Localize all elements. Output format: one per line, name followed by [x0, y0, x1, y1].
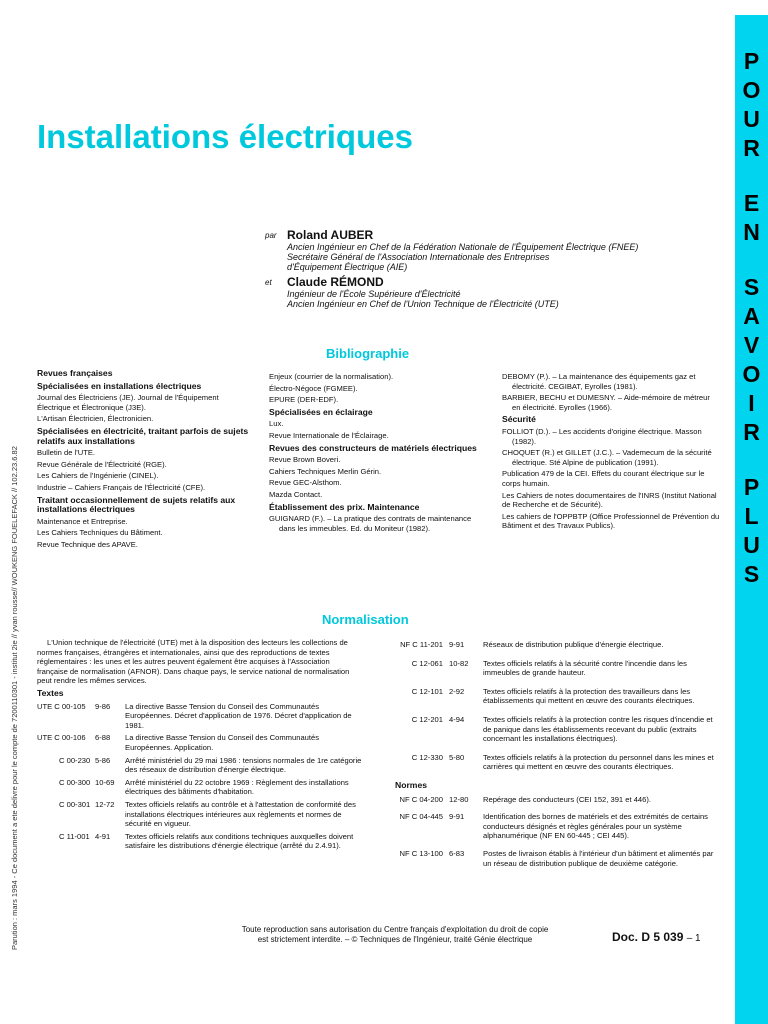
texte-text: Réseaux de distribution publique d'énergie électrique.	[483, 640, 664, 649]
texte-code: NF C 11-201	[400, 640, 443, 649]
bib-subheading: Spécialisées en électricité, traitant parfois de sujets relatifs aux installations	[37, 425, 249, 446]
sidebar-gap	[735, 163, 768, 189]
texte-date: 2-92	[449, 686, 465, 696]
bib-subheading: Spécialisées en éclairage	[269, 406, 373, 417]
bib-entry: Revue Technique des APAVE.	[37, 539, 138, 549]
bib-subheading: Sécurité	[502, 414, 536, 425]
texte-code: C 00-301	[59, 799, 91, 809]
normalisation-intro: L'Union technique de l'électricité (UTE) met à la disposition des lecteurs les collections de normes françaises, étrangères et internationales, ainsi que des reproductions de textes réglementaires : les unes et les autres peuvent également être acquises à l'Association française de normalisation (AFNOR). Dans chaque pays, le service national de normalisation peut rendre les mêmes services.	[37, 638, 350, 686]
bib-entry: EPURE (DER-EDF).	[269, 395, 339, 405]
texte-row	[37, 800, 362, 829]
bib-entry: Revue Internationale de l'Éclairage.	[269, 430, 389, 440]
norme-code: NF C 04-445	[399, 812, 443, 822]
norme-date: 12-80	[449, 794, 469, 804]
sidebar-letter: I	[748, 390, 755, 416]
texte-date: 10-69	[95, 777, 115, 787]
texte-text: Arrêté ministériel du 22 octobre 1969 : Règlement des installations électriques des bâtiments d'habitation.	[125, 777, 349, 797]
texte-text: Arrêté ministériel du 29 mai 1986 : tensions normales de 1re catégorie des réseaux de distribution d'énergie électrique.	[125, 755, 362, 775]
bibliographie-heading: Bibliographie	[326, 346, 410, 361]
sidebar-letter: S	[743, 561, 760, 587]
texte-row	[395, 687, 720, 706]
bib-entry: BARBIER, BECHU et DUMESNY. – Aide-mémoire de métreur en électricité. Eyrolles (1966).	[502, 393, 710, 412]
texte-date: 9-91	[449, 640, 465, 649]
texte-code: UTE C 00-105	[37, 701, 86, 711]
texte-text: Textes officiels relatifs aux conditions techniques auxquelles doivent satisfaire les distributions d'énergie électrique (arrêté du 2.4.91).	[125, 831, 354, 851]
texte-code: C 11-001	[59, 831, 90, 841]
bib-entry: Les Cahiers de l'Ingénierie (CINEL).	[37, 471, 159, 481]
bib-subheading: Spécialisées en installations électriques	[37, 380, 202, 391]
sidebar-letter: R	[743, 419, 760, 445]
textes-heading: Textes	[37, 687, 64, 698]
sidebar-letter: L	[744, 503, 759, 529]
sidebar-letter: U	[743, 106, 760, 132]
bibliographie-column-2	[269, 370, 485, 535]
sidebar-letter: E	[743, 190, 760, 216]
texte-date: 6-88	[95, 733, 111, 743]
bib-entry: Lux.	[269, 419, 284, 429]
bib-entry: Les cahiers de l'OPPBTP (Office Professionnel de Prévention du Bâtiment et des Travaux Publics).	[502, 511, 720, 531]
bib-entry: Les Cahiers Techniques du Bâtiment.	[37, 528, 163, 538]
sidebar-gap	[735, 247, 768, 273]
texte-row	[37, 778, 362, 797]
author-name: Roland AUBER	[287, 228, 374, 242]
texte-row	[395, 640, 720, 650]
author-affiliation: d'Équipement Électrique (AIE)	[287, 262, 408, 272]
texte-code: C 12-061	[411, 658, 443, 668]
sidebar-letter: S	[743, 274, 760, 300]
author-affiliation: Ancien Ingénieur en Chef de la Fédération Nationale de l'Équipement Électrique (FNEE)	[287, 242, 639, 252]
doc-code: Doc. D 5 039	[612, 930, 684, 944]
bib-entry: Revue GEC-Alsthom.	[269, 478, 342, 488]
normes-heading: Normes	[395, 779, 427, 790]
bib-entry: L'Artisan Électricien, Électronicien.	[37, 414, 154, 424]
bib-subheading: Traitant occasionnellement de sujets relatifs aux installations électriques	[37, 494, 236, 515]
bib-entry: CHOQUET (R.) et GILLET (J.C.). – Vademecum de la sécurité électrique. Sté Alpine de publication (1991).	[502, 448, 712, 467]
sidebar-letter: R	[743, 135, 760, 161]
bib-entry: Bulletin de l'UTE.	[37, 448, 96, 458]
bib-entry: FOLLIOT (D.). – Les accidents d'origine électrique. Masson (1982).	[502, 426, 702, 446]
texte-text: Textes officiels relatifs à la protection des travailleurs dans les établissements qui mettent en œuvre des courants électriques.	[483, 686, 695, 706]
norme-code: NF C 13-100	[399, 848, 443, 858]
texte-row	[37, 756, 362, 775]
author-prefix: et	[265, 278, 272, 287]
texte-row	[395, 715, 720, 744]
bib-entry: Publication 479 de la CEI. Effets du courant électrique sur le corps humain.	[502, 469, 705, 488]
bib-entry: DEBOMY (P.). – La maintenance des équipements gaz et électricité. CEGIBAT, Eyrolles (1981).	[502, 372, 696, 391]
bib-entry: Maintenance et Entreprise.	[37, 516, 128, 526]
sidebar-letter: O	[742, 77, 761, 103]
sidebar-letter: A	[743, 303, 760, 329]
texte-code: C 12-101	[411, 686, 443, 696]
normalisation-column-1	[37, 636, 362, 854]
bib-entry: Cahiers Techniques Merlin Gérin.	[269, 466, 382, 476]
norme-date: 6-83	[449, 848, 465, 858]
texte-code: C 00-300	[59, 777, 91, 787]
normalisation-column-2	[395, 636, 720, 876]
page-title: Installations électriques	[37, 118, 413, 155]
bib-subheading: Établissement des prix. Maintenance	[269, 501, 420, 512]
texte-date: 5-80	[449, 752, 465, 762]
norme-row	[395, 795, 720, 805]
bib-entry: Revue Brown Boveri.	[269, 455, 341, 465]
texte-text: Textes officiels relatifs au contrôle et à l'attestation de conformité des installations électriques intérieures aux règlements et normes de sécurité en vigueur.	[125, 799, 356, 829]
bib-entry: Industrie – Cahiers Français de l'Électricité (CFE).	[37, 482, 206, 492]
norme-text: Identification des bornes de matériels et des extrémités de certains conducteurs désignés et règles générales pour un système alphanumérique (NF EN 60-445 ; CEI 445).	[483, 812, 708, 841]
bib-subheading: Revues des constructeurs de matériels électriques	[269, 442, 477, 453]
sidebar-letter: V	[743, 332, 760, 358]
texte-row	[37, 733, 362, 752]
normalisation-heading: Normalisation	[322, 612, 409, 627]
sidebar-gap	[735, 447, 768, 473]
norme-text: Postes de livraison établis à l'intérieur d'un bâtiment et alimentés par un réseau de distribution publique de deuxième catégorie.	[483, 848, 714, 868]
norme-row	[395, 812, 720, 841]
author-affiliation: Ancien Ingénieur en Chef de l'Union Technique de l'Électricité (UTE)	[287, 299, 559, 309]
texte-code: C 12-201	[411, 714, 443, 724]
texte-row	[395, 753, 720, 772]
texte-text: Textes officiels relatifs à la protection contre les risques d'incendie et de panique dans les établissements recevant du public (extraits concernant les installations électriques).	[483, 714, 713, 744]
sidebar-letter: N	[743, 219, 760, 245]
page-number: – 1	[686, 933, 701, 944]
author-affiliation: Ingénieur de l'École Supérieure d'Électricité	[287, 289, 461, 299]
sidebar-letter: P	[743, 48, 760, 74]
texte-code: C 00-230	[59, 755, 91, 765]
authors-block	[265, 228, 725, 309]
bib-entry: Mazda Contact.	[269, 489, 323, 499]
bib-entry: Revue Générale de l'Électricité (RGE).	[37, 459, 167, 469]
footer-line-2: est strictement interdite. – © Techniques de l'Ingénieur, traité Génie électrique	[257, 935, 533, 944]
bib-entry: Les Cahiers de notes documentaires de l'INRS (Institut National de Recherche et de Sécurité).	[502, 490, 717, 510]
texte-row	[37, 702, 362, 731]
texte-code: UTE C 00-106	[37, 733, 86, 743]
bib-entry: Journal des Électriciens (JE). Journal de l'Équipement Électrique et Électronique (J3E).	[37, 393, 219, 412]
norme-date: 9-91	[449, 812, 465, 822]
texte-date: 4-91	[95, 831, 111, 841]
bib-entry: Enjeux (courrier de la normalisation).	[269, 372, 394, 381]
copyright-footer	[190, 925, 600, 945]
norme-text: Repérage des conducteurs (CEI 152, 391 et 446).	[483, 794, 652, 804]
bibliographie-column-3	[502, 370, 720, 533]
texte-text: Textes officiels relatifs à la protection du personnel dans les mines et carrières qui mettent en œuvre des courants électriques.	[483, 752, 714, 772]
bib-entry: GUIGNARD (F.). – La pratique des contrats de maintenance dans les immeubles. Ed. du Moniteur (1982).	[269, 514, 472, 533]
pour-en-savoir-plus-banner	[735, 15, 768, 1024]
texte-text: La directive Basse Tension du Conseil des Communautés Européennes. Application.	[125, 733, 320, 752]
sidebar-letter: U	[743, 532, 760, 558]
author-row	[265, 275, 725, 289]
author-row	[265, 228, 725, 242]
document-reference	[612, 930, 701, 944]
texte-row	[37, 832, 362, 851]
bibliographie-column-1	[37, 366, 252, 552]
sidebar-letter: O	[742, 361, 761, 387]
author-affiliation: Secrétaire Général de l'Association Internationale des Entreprises	[287, 252, 550, 262]
vertical-copyright-note: Parution : mars 1994 - Ce document a ete delivre pour le compte de 7200110301 - institut 2ie // yvan rousse// WOUKENG FOUELEFACK // 102.23.6.82	[10, 446, 19, 950]
bib-subheading: Revues françaises	[37, 368, 113, 378]
norme-row	[395, 849, 720, 868]
texte-date: 10-82	[449, 658, 469, 668]
texte-date: 4-94	[449, 714, 465, 724]
footer-line-1: Toute reproduction sans autorisation du Centre français d'exploitation du droit de copie	[241, 925, 549, 934]
texte-row	[395, 659, 720, 678]
author-prefix: par	[265, 231, 277, 240]
author-name: Claude RÉMOND	[287, 275, 384, 289]
texte-text: Textes officiels relatifs à la sécurité contre l'incendie dans les immeubles de grande hauteur.	[483, 658, 687, 678]
sidebar-letter: P	[743, 474, 760, 500]
norme-code: NF C 04-200	[399, 794, 443, 804]
texte-text: La directive Basse Tension du Conseil des Communautés Européennes. Décret d'application de 1976. Décret d'application de 1981.	[125, 701, 352, 730]
texte-date: 9-86	[95, 701, 111, 711]
texte-date: 12-72	[95, 799, 115, 809]
texte-date: 5-86	[95, 755, 111, 765]
texte-code: C 12-330	[411, 752, 443, 762]
bib-entry: Électro-Négoce (FGMEE).	[269, 383, 358, 393]
